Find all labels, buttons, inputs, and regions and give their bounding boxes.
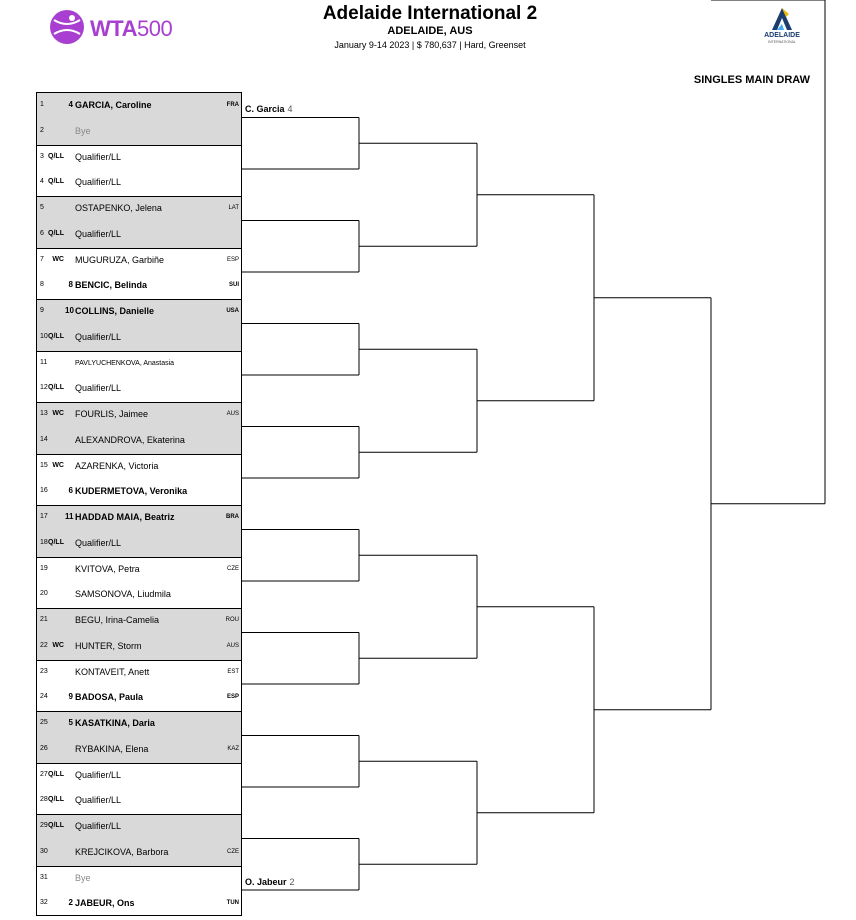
entry-number: 31 bbox=[40, 873, 48, 881]
player-name: Qualifier/LL bbox=[75, 383, 122, 394]
wta-brand-text: WTA500 bbox=[90, 16, 173, 41]
player-name: KVITOVA, Petra bbox=[75, 563, 140, 574]
entry-number: 2 bbox=[40, 126, 44, 134]
winner-name: C. Garcia bbox=[245, 104, 285, 114]
entry-number: 16 bbox=[40, 487, 48, 495]
player-name: KONTAVEIT, Anett bbox=[75, 666, 150, 677]
player-name: KREJCIKOVA, Barbora bbox=[75, 846, 169, 857]
entry-seed: 10 bbox=[65, 306, 74, 315]
round2-winner bbox=[245, 877, 295, 887]
entry-number: 5 bbox=[40, 204, 44, 211]
entry-seed: 5 bbox=[68, 718, 73, 727]
entry-number: 20 bbox=[40, 590, 48, 598]
entry-tag: Q/LL bbox=[48, 822, 64, 829]
player-name: Qualifier/LL bbox=[75, 151, 122, 162]
player-country: SUI bbox=[228, 282, 239, 289]
entry-seed: 11 bbox=[65, 512, 74, 521]
entry-number: 18 bbox=[40, 538, 48, 546]
entry-number: 7 bbox=[40, 255, 44, 263]
player-name: Qualifier/LL bbox=[75, 331, 122, 342]
player-name: RYBAKINA, Elena bbox=[75, 743, 149, 754]
player-country: USA bbox=[226, 308, 239, 314]
player-name: Qualifier/LL bbox=[75, 821, 122, 831]
player-country: CZE bbox=[227, 848, 239, 855]
entry-number: 17 bbox=[40, 513, 48, 520]
entry-seed: 4 bbox=[68, 100, 73, 109]
player-name: GARCIA, Caroline bbox=[75, 100, 152, 110]
entry-tag: Q/LL bbox=[48, 332, 64, 340]
winner-seed: 4 bbox=[287, 104, 293, 114]
player-country: AUS bbox=[226, 411, 239, 417]
player-name: OSTAPENKO, Jelena bbox=[75, 203, 162, 213]
adelaide-logo-sub: INTERNATIONAL bbox=[768, 40, 796, 44]
player-country: KAZ bbox=[227, 745, 239, 752]
player-name: Qualifier/LL bbox=[75, 228, 122, 239]
player-name: MUGURUZA, Garbiñe bbox=[75, 254, 165, 265]
player-country: TUN bbox=[226, 900, 239, 907]
entry-tag: WC bbox=[52, 461, 64, 469]
player-name: BENCIC, Belinda bbox=[75, 280, 148, 291]
entry-number: 24 bbox=[40, 693, 48, 701]
player-name: Bye bbox=[75, 872, 91, 883]
entry-seed: 6 bbox=[68, 486, 73, 496]
player-name: Qualifier/LL bbox=[75, 769, 122, 780]
entry-tag: Q/LL bbox=[48, 796, 64, 804]
player-name: PAVLYUCHENKOVA, Anastasia bbox=[75, 359, 175, 367]
player-name: Bye bbox=[75, 125, 91, 136]
entry-number: 3 bbox=[40, 152, 44, 160]
entry-number: 25 bbox=[40, 719, 48, 726]
player-country: BRA bbox=[226, 514, 239, 520]
entry-number: 26 bbox=[40, 744, 48, 752]
entry-number: 8 bbox=[40, 281, 44, 289]
entry-number: 10 bbox=[40, 332, 48, 340]
entry-tag: Q/LL bbox=[48, 152, 64, 160]
entry-number: 22 bbox=[40, 641, 48, 649]
entry-number: 4 bbox=[40, 178, 44, 186]
player-name: HADDAD MAIA, Beatriz bbox=[75, 512, 175, 522]
tournament-info: January 9-14 2023 | $ 780,637 | Hard, Greenset bbox=[334, 40, 526, 50]
player-name: JABEUR, Ons bbox=[75, 898, 135, 909]
player-name: HUNTER, Storm bbox=[75, 640, 142, 651]
entry-tag: WC bbox=[52, 641, 64, 649]
player-name: Qualifier/LL bbox=[75, 795, 122, 806]
entry-number: 23 bbox=[40, 667, 48, 675]
entry-number: 29 bbox=[40, 822, 48, 829]
player-country: ESP bbox=[226, 694, 239, 701]
entry-number: 28 bbox=[40, 796, 48, 804]
entry-number: 11 bbox=[40, 358, 48, 366]
player-country: CZE bbox=[227, 565, 239, 572]
player-country: ROU bbox=[225, 617, 239, 623]
entry-number: 6 bbox=[40, 229, 44, 237]
player-country: FRA bbox=[226, 102, 239, 108]
entry-number: 27 bbox=[40, 770, 48, 778]
entry-number: 13 bbox=[40, 410, 48, 417]
tournament-title: Adelaide International 2 bbox=[322, 3, 538, 24]
entry-tag: Q/LL bbox=[48, 384, 64, 392]
winner-name: O. Jabeur bbox=[245, 876, 287, 887]
entry-number: 21 bbox=[40, 616, 48, 623]
entry-number: 9 bbox=[40, 307, 44, 314]
entry-tag: Q/LL bbox=[48, 538, 64, 546]
entry-number: 12 bbox=[40, 384, 48, 392]
entry-seed: 8 bbox=[68, 280, 73, 290]
player-country: EST bbox=[227, 668, 239, 675]
adelaide-logo-name: ADELAIDE bbox=[764, 32, 800, 39]
entry-number: 32 bbox=[40, 899, 48, 907]
entry-number: 1 bbox=[40, 101, 44, 108]
winner-seed: 2 bbox=[289, 876, 295, 887]
player-name: KASATKINA, Daria bbox=[75, 718, 155, 728]
player-name: AZARENKA, Victoria bbox=[75, 460, 159, 471]
entry-number: 15 bbox=[40, 461, 48, 469]
player-name: ALEXANDROVA, Ekaterina bbox=[75, 434, 185, 445]
draw-type-label: SINGLES MAIN DRAW bbox=[693, 74, 810, 86]
player-name: Qualifier/LL bbox=[75, 537, 122, 548]
entry-tag: WC bbox=[52, 255, 64, 263]
entry-seed: 2 bbox=[68, 898, 73, 908]
player-country: ESP bbox=[226, 256, 239, 263]
player-country: AUS bbox=[226, 642, 239, 649]
entry-tag: Q/LL bbox=[48, 178, 64, 186]
player-name: FOURLIS, Jaimee bbox=[75, 409, 149, 419]
entry-tag: Q/LL bbox=[48, 229, 64, 237]
player-name: BEGU, Irina-Camelia bbox=[75, 615, 160, 625]
player-name: COLLINS, Danielle bbox=[75, 306, 155, 316]
player-name: BADOSA, Paula bbox=[75, 692, 144, 703]
entry-number: 14 bbox=[40, 435, 48, 443]
entry-seed: 9 bbox=[68, 692, 73, 702]
entry-tag: WC bbox=[52, 410, 64, 417]
player-name: SAMSONOVA, Liudmila bbox=[75, 589, 171, 600]
player-name: Qualifier/LL bbox=[75, 177, 122, 188]
tournament-location: ADELAIDE, AUS bbox=[387, 25, 473, 37]
player-country: LAT bbox=[228, 205, 239, 211]
entry-tag: Q/LL bbox=[48, 770, 64, 778]
round2-winner bbox=[245, 104, 293, 114]
entry-number: 19 bbox=[40, 564, 48, 572]
player-name: KUDERMETOVA, Veronika bbox=[75, 486, 188, 497]
entry-number: 30 bbox=[40, 847, 48, 855]
